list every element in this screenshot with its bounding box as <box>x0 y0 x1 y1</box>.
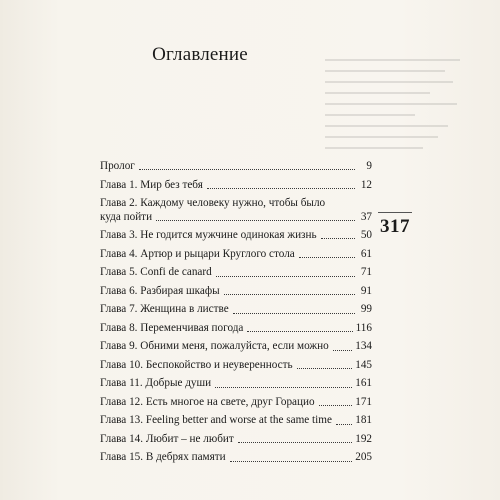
toc-entry-title: Глава 2. Каждому человеку нужно, чтобы было <box>100 197 326 210</box>
toc-entry-page: 37 <box>360 210 372 223</box>
dot-leader <box>247 331 352 332</box>
toc-heading: Оглавление <box>152 44 248 65</box>
toc-entry-title: Глава 6. Разбирая шкафы <box>100 284 220 297</box>
toc-entry-title: Глава 7. Женщина в листве <box>100 303 229 316</box>
toc-entry-title: Глава 9. Обними меня, пожалуйста, если можно <box>100 340 329 353</box>
toc-entry-title: Глава 13. Feeling better and worse at the same time <box>100 414 332 427</box>
toc-entry-title: Глава 14. Любит – не любит <box>100 432 234 445</box>
toc-entry[interactable] <box>100 179 372 192</box>
page-number: 317 <box>380 216 410 237</box>
toc-entry-title: Пролог <box>100 160 135 172</box>
toc-entry-title: Глава 10. Беспокойство и неуверенность <box>100 358 293 371</box>
dot-leader <box>336 424 352 425</box>
toc-entry[interactable] <box>100 451 372 464</box>
toc-entry-title: Глава 5. Confi de canard <box>100 266 212 279</box>
dot-leader <box>156 220 355 221</box>
toc-entry-page: 171 <box>355 395 372 408</box>
toc-entry-page: 192 <box>355 432 372 445</box>
toc-entry-page: 161 <box>355 377 372 390</box>
dot-leader <box>215 387 352 388</box>
toc-entry-page: 50 <box>360 229 372 242</box>
dot-leader <box>299 257 355 258</box>
toc-entry[interactable] <box>100 266 372 279</box>
toc-entry[interactable] <box>100 303 372 316</box>
toc-entry[interactable] <box>100 377 372 390</box>
dot-leader <box>319 405 353 406</box>
dot-leader <box>321 238 355 239</box>
dot-leader <box>224 294 355 295</box>
toc-entry[interactable] <box>100 285 372 298</box>
dot-leader <box>230 461 353 462</box>
toc-entry-title: Глава 11. Добрые души <box>100 377 212 390</box>
toc-entry[interactable] <box>100 322 372 335</box>
dot-leader <box>139 169 355 170</box>
toc-entry-page: 71 <box>360 266 372 279</box>
toc-entry-page: 116 <box>355 321 372 334</box>
toc-entry-page: 61 <box>360 247 372 260</box>
toc-entry-page: 12 <box>360 178 372 191</box>
table-of-contents <box>100 160 372 470</box>
toc-entry-page: 134 <box>355 340 372 353</box>
toc-entry-title: Глава 12. Есть многое на свете, друг Горацио <box>100 395 315 408</box>
dot-leader <box>207 188 355 189</box>
toc-entry[interactable] <box>100 160 372 173</box>
toc-entry-title: Глава 1. Мир без тебя <box>100 178 203 191</box>
toc-entry-title-continued: куда пойти <box>100 210 153 223</box>
toc-entry[interactable] <box>100 229 372 242</box>
toc-entry-page: 205 <box>355 451 372 464</box>
toc-entry-page: 9 <box>366 160 372 172</box>
toc-entry-title: Глава 4. Артюр и рыцари Круглого стола <box>100 247 295 260</box>
toc-entry[interactable] <box>100 340 372 353</box>
toc-entry-page: 181 <box>355 414 372 427</box>
toc-entry[interactable] <box>100 359 372 372</box>
toc-entry-page: 91 <box>360 284 372 297</box>
toc-entry[interactable] <box>100 414 372 427</box>
toc-entry-page: 145 <box>355 358 372 371</box>
page-number-rule <box>378 212 412 213</box>
toc-entry[interactable] <box>100 248 372 261</box>
dot-leader <box>216 276 355 277</box>
toc-entry[interactable] <box>100 433 372 446</box>
dot-leader <box>233 313 355 314</box>
toc-entry[interactable] <box>100 197 372 224</box>
dot-leader <box>238 442 352 443</box>
toc-entry-title: Глава 15. В дебрях памяти <box>100 451 226 464</box>
toc-entry[interactable] <box>100 396 372 409</box>
toc-entry-page: 99 <box>360 303 372 316</box>
toc-entry-title: Глава 3. Не годится мужчине одинокая жизнь <box>100 229 317 242</box>
dot-leader <box>297 368 353 369</box>
dot-leader <box>333 350 352 351</box>
toc-entry-title: Глава 8. Переменчивая погода <box>100 321 244 334</box>
